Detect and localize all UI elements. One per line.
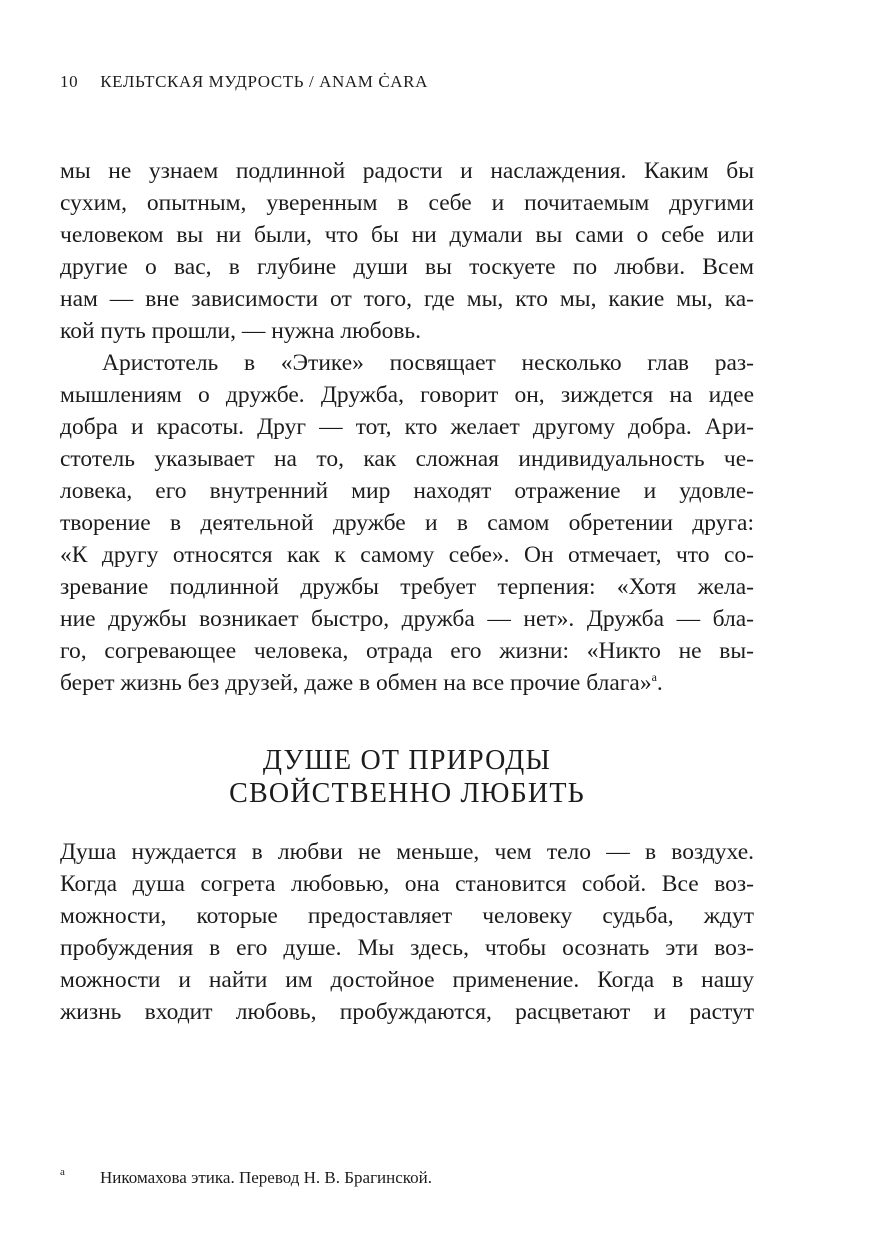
last-line-end: . bbox=[656, 670, 663, 696]
text-line: жизнь входит любовь, пробуждаются, расцветают и растут bbox=[60, 999, 754, 1025]
text-line: можности, которые предоставляет человеку судьба, ждут bbox=[60, 903, 754, 929]
text-line: го, согревающее человека, отрада его жизни: «Никто не вы- bbox=[60, 638, 754, 664]
text-line: человеком вы ни были, что бы ни думали вы сами о себе или bbox=[60, 222, 754, 248]
last-line-text: берет жизнь без друзей, даже в обмен на все прочие блага» bbox=[60, 670, 652, 696]
running-title: КЕЛЬТСКАЯ МУДРОСТЬ / ANAM ĊARA bbox=[100, 72, 428, 91]
section-heading bbox=[60, 744, 754, 810]
text-line: творение в деятельной дружбе и в самом обретении друга: bbox=[60, 510, 754, 536]
text-line: пробуждения в его душе. Мы здесь, чтобы осознать эти воз- bbox=[60, 935, 754, 961]
footnote-text: Никомахова этика. Перевод Н. В. Брагинской. bbox=[100, 1168, 433, 1187]
text-line-last bbox=[60, 667, 754, 699]
text-line: добра и красоты. Друг — тот, кто желает другому добра. Ари- bbox=[60, 414, 754, 440]
text-line: ловека, его внутренний мир находят отражение и удовле- bbox=[60, 478, 754, 504]
footnote-reference[interactable]: a bbox=[651, 670, 657, 684]
text-line: мышлениям о дружбе. Дружба, говорит он, зиждется на идее bbox=[60, 382, 754, 408]
text-line: нам — вне зависимости от того, где мы, кто мы, какие мы, ка- bbox=[60, 286, 754, 312]
section-heading-line-1: ДУШЕ ОТ ПРИРОДЫ bbox=[262, 745, 552, 776]
text-line: Когда душа согрета любовью, она становится собой. Все воз- bbox=[60, 871, 754, 897]
page-number: 10 bbox=[60, 72, 79, 91]
text-line: зревание подлинной дружбы требует терпения: «Хотя жела- bbox=[60, 574, 754, 600]
running-head bbox=[60, 72, 428, 92]
text-line: сухим, опытным, уверенным в себе и почитаемым другими bbox=[60, 190, 754, 216]
text-line: кой путь прошли, — нужна любовь. bbox=[60, 318, 422, 344]
paragraph-3 bbox=[60, 836, 754, 1028]
text-line: Аристотель в «Этике» посвящает несколько глав раз- bbox=[102, 350, 754, 376]
text-line: ние дружбы возникает быстро, дружба — нет». Дружба — бла- bbox=[60, 606, 754, 632]
text-line: стотель указывает на то, как сложная индивидуальность че- bbox=[60, 446, 754, 472]
footnote bbox=[60, 1166, 432, 1188]
paragraph-1 bbox=[60, 155, 754, 347]
text-line: мы не узнаем подлинной радости и наслаждения. Каким бы bbox=[60, 158, 754, 184]
text-line: «К другу относятся как к самому себе». Он отмечает, что со- bbox=[60, 542, 754, 568]
text-line: можности и найти им достойное применение. Когда в нашу bbox=[60, 967, 754, 993]
text-line: другие о вас, в глубине души вы тоскуете по любви. Всем bbox=[60, 254, 754, 280]
text-line: Душа нуждается в любви не меньше, чем тело — в воздухе. bbox=[60, 839, 754, 865]
section-heading-line-2: СВОЙСТВЕННО ЛЮБИТЬ bbox=[229, 778, 585, 809]
paragraph-2 bbox=[60, 347, 754, 699]
footnote-marker: a bbox=[60, 1166, 65, 1178]
